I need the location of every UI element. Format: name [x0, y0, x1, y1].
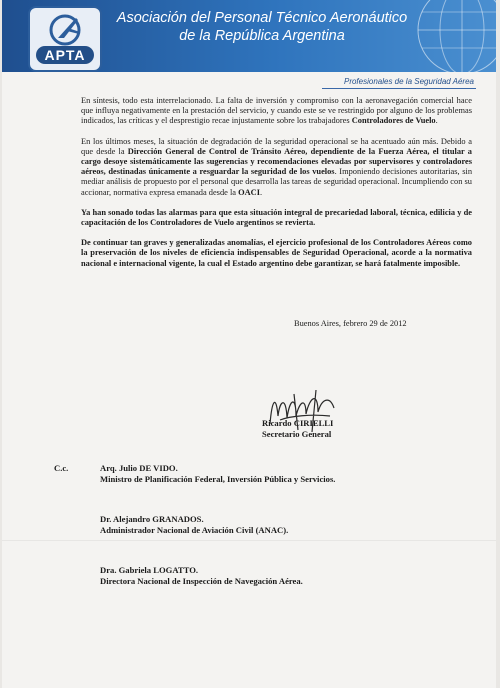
org-name-line2: de la República Argentina — [179, 28, 345, 44]
paper-fold — [2, 540, 496, 541]
tagline: Profesionales de la Seguridad Aérea — [343, 77, 474, 86]
date-line: Buenos Aires, febrero 29 de 2012 — [294, 319, 407, 328]
cc-role: Directora Nacional de Inspección de Navegación Aérea. — [100, 576, 303, 586]
letterhead-band — [2, 0, 496, 72]
p1-bold: Controladores de Vuelo — [351, 116, 436, 126]
cc-name: Dr. Alejandro GRANADOS. — [100, 514, 204, 524]
cc-entry — [54, 514, 414, 536]
paragraph-2 — [81, 137, 472, 198]
org-name-line1: Asociación del Personal Técnico Aeronáutico — [116, 10, 408, 26]
cc-role: Administrador Nacional de Aviación Civil (ANAC). — [100, 525, 289, 535]
letter-body — [81, 96, 472, 279]
paragraph-4 — [81, 238, 472, 269]
p2-bold-b: Dirección General de Control de Tránsito Aéreo, dependiente de la Fuerza Aérea, el titular a cargo desoye sistemáticamente las sugerencias y recomendaciones elevadas por supervisores y controladores aéreos, destinadas únicamente a resguardar la seguridad de los vuelos — [81, 146, 472, 177]
p2-text-c: . Imponiendo decisiones autoritarias, sin mediar análisis de propuesto por el personal que desarrolla las tareas de seguridad operacional. Incumpliendo con su accionar, normativa expresa emanada desde la — [81, 167, 473, 197]
logo-text: APTA — [36, 46, 94, 64]
p2-end: . — [259, 187, 263, 197]
cc-role: Ministro de Planificación Federal, Inversión Pública y Servicios. — [100, 474, 336, 484]
p1-end: . — [435, 116, 438, 126]
organization-name — [112, 9, 412, 45]
p2-text-a: En los últimos meses, la situación de degradación de la seguridad operacional se ha acentuado aún más. Debido a que desde la — [81, 136, 472, 156]
apta-logo — [28, 6, 102, 72]
cc-name: Arq. Julio DE VIDO. — [100, 463, 178, 473]
signer-block — [262, 418, 333, 440]
signer-name: Ricardo CIRIELLI — [262, 418, 334, 428]
paragraph-3 — [81, 208, 472, 228]
tagline-rule — [322, 88, 476, 89]
p2-bold-d: OACI — [238, 187, 260, 197]
paragraph-1 — [81, 96, 472, 127]
p4-bold: De continuar tan graves y generalizadas anomalías, el ejercicio profesional de los Controladores Aéreos como la preservación de los niveles de eficiencia indispensables de Seguridad Operacional, acorde a la normativa nacional e internacional vigente, la cual el Estado argentino debe garantizar, se hará fatalmente imposible. — [81, 238, 472, 268]
cc-prefix: C.c. — [54, 463, 69, 473]
p1-text: En síntesis, todo esta interrelacionado. La falta de inversión y compromiso con la aeronavegación comercial hace que influya negativamente en la prestación del servicio, y cuando este se ve restringido por alguno de los problemas indicados, las críticas y el desprestigio recae injustamente sobre los trabajadores — [81, 96, 472, 126]
cc-entry — [54, 463, 414, 485]
globe-icon — [410, 0, 496, 72]
cc-entry — [54, 565, 414, 587]
cc-name: Dra. Gabriela LOGATTO. — [100, 565, 199, 575]
p3-bold: Ya han sonado todas las alarmas para que esta situación integral de precariedad laboral, técnica, edilicia y de capacitación de los Controladores de Vuelo argentinos se revierta. — [81, 207, 472, 228]
signer-title: Secretario General — [262, 429, 332, 439]
letter-page — [2, 0, 496, 688]
